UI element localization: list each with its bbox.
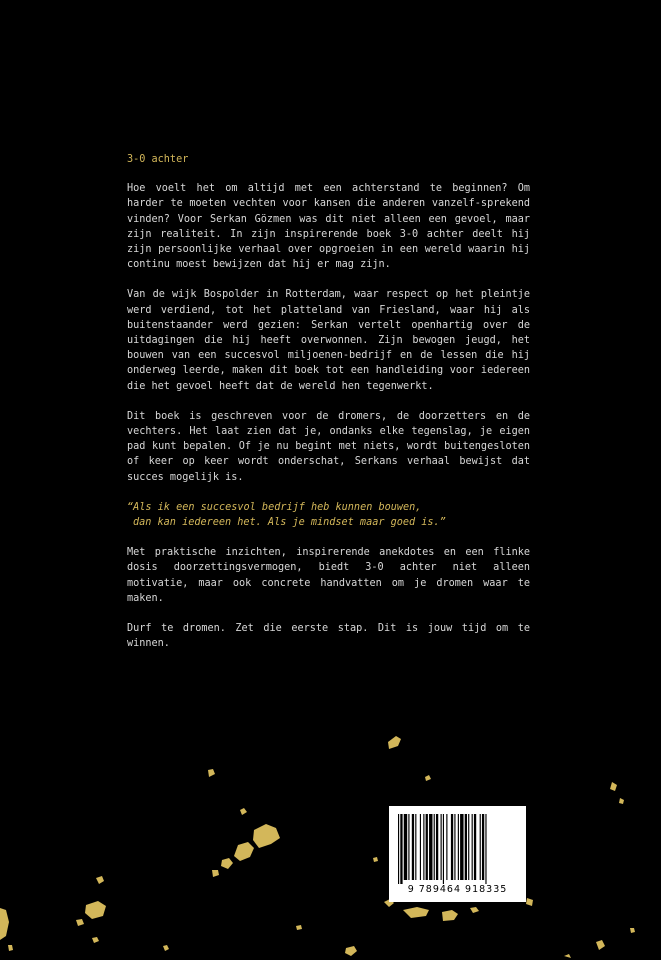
splatter-fleck: [240, 808, 247, 815]
splatter-fleck: [564, 954, 571, 958]
barcode-bar: [441, 814, 442, 880]
splatter-fleck: [619, 798, 624, 804]
blurb-paragraph-5: Durf te dromen. Zet die eerste stap. Dit is jouw tijd om te winnen.: [127, 623, 530, 650]
splatter-fleck: [221, 858, 233, 869]
barcode-bar: [443, 814, 444, 884]
barcode-bar: [472, 814, 473, 880]
splatter-fleck: [296, 925, 302, 930]
barcode-bar: [458, 814, 459, 880]
barcode-bar: [398, 814, 399, 884]
barcode-bar: [480, 814, 481, 880]
splatter-fleck: [630, 928, 635, 933]
barcode-bar: [404, 814, 407, 880]
splatter-fleck: [8, 945, 13, 951]
barcode-bar: [446, 814, 447, 880]
barcode-bar: [454, 814, 455, 880]
isbn-barcode: [389, 806, 526, 902]
splatter-fleck: [92, 937, 99, 943]
barcode-bar: [408, 814, 409, 880]
splatter-fleck: [442, 910, 458, 921]
barcode-bar: [400, 814, 402, 884]
splatter-fleck: [0, 908, 9, 940]
splatter-fleck: [85, 901, 106, 919]
book-title: 3-0 achter: [127, 154, 189, 165]
splatter-fleck: [388, 736, 401, 749]
pull-quote-line-1: “Als ik een succesvol bedrijf heb kunnen bouwen,: [127, 501, 422, 513]
splatter-fleck: [212, 870, 219, 877]
pull-quote: [127, 500, 530, 530]
splatter-fleck: [610, 782, 617, 791]
splatter-fleck: [163, 945, 169, 951]
blurb-paragraph-3: Dit boek is geschreven voor de dromers, de doorzetters en de vechters. Het laat zien dat je, ondanks elke tegenslag, je eigen pad kunt bepalen. Of je nu begint met niets, wordt buitengesloten of keer op keer wordt onderschat, Serkans verhaal bewijst dat succes mogelijk is.: [127, 410, 530, 483]
blurb-paragraph-1: Hoe voelt het om altijd met een achterstand te beginnen? Om harder te moeten vechten voor kansen die anderen vanzelf-sprekend vinden? Voor Serkan Gözmen was dit niet alleen een gevoel, maar zijn realiteit. In zijn inspirerende boek 3-0 achter deelt hij zijn persoonlijke verhaal over opgroeien in een wereld waarin hij continu moest bewijzen dat hij er mag zijn.: [127, 183, 530, 271]
barcode-bar: [420, 814, 421, 880]
barcode-bar: [412, 814, 414, 880]
splatter-fleck: [526, 898, 533, 906]
splatter-fleck: [470, 907, 479, 913]
barcode-bar: [468, 814, 469, 880]
blurb-paragraph-4: Met praktische inzichten, inspirerende anekdotes en een flinke dosis doorzettingsvermogen, biedt 3-0 achter niet alleen motivatie, maar ook concrete handvatten om je dromen waar te maken.: [127, 547, 530, 604]
barcode-bar: [426, 814, 428, 880]
blurb-paragraph-2: Van de wijk Bospolder in Rotterdam, waar respect op het pleintje werd verdiend, tot het platteland van Friesland, waar hij als buitenstaander werd gezien: Serkan vertelt openhartig over de uitdagingen die hij heeft overwonnen. Zijn bewogen jeugd, het bouwen van een succesvol miljoenen-bedrijf en de lessen die hij onderweg leerde, maken dit boek tot een handleiding voor iedereen die het gevoel heeft dat de wereld hen tegenwerkt.: [127, 289, 530, 392]
isbn-number: 9 789464 918335: [407, 884, 508, 895]
pull-quote-line-2: dan kan iedereen het. Als je mindset maar goed is.”: [133, 517, 446, 529]
barcode-bar: [429, 814, 432, 880]
barcode-bar: [474, 814, 476, 880]
splatter-fleck: [425, 775, 431, 781]
barcode-bar: [460, 814, 463, 880]
splatter-fleck: [253, 824, 280, 848]
splatter-fleck: [208, 769, 215, 777]
barcode-bar: [451, 814, 453, 880]
barcode-bars: [398, 814, 517, 884]
splatter-fleck: [373, 857, 378, 862]
splatter-fleck: [596, 940, 605, 950]
splatter-fleck: [76, 919, 84, 926]
blurb-text-block: [127, 152, 530, 666]
gold-paint-splatter: [0, 720, 661, 960]
barcode-bar: [415, 814, 416, 880]
barcode-bar: [434, 814, 435, 880]
barcode-bar: [485, 814, 486, 884]
splatter-fleck: [96, 876, 104, 884]
barcode-bar: [465, 814, 467, 880]
splatter-fleck: [403, 907, 429, 918]
splatter-fleck: [345, 946, 357, 956]
splatter-fleck: [234, 842, 254, 861]
barcode-bar: [423, 814, 424, 880]
barcode-bar: [436, 814, 438, 880]
barcode-bar: [482, 814, 484, 880]
